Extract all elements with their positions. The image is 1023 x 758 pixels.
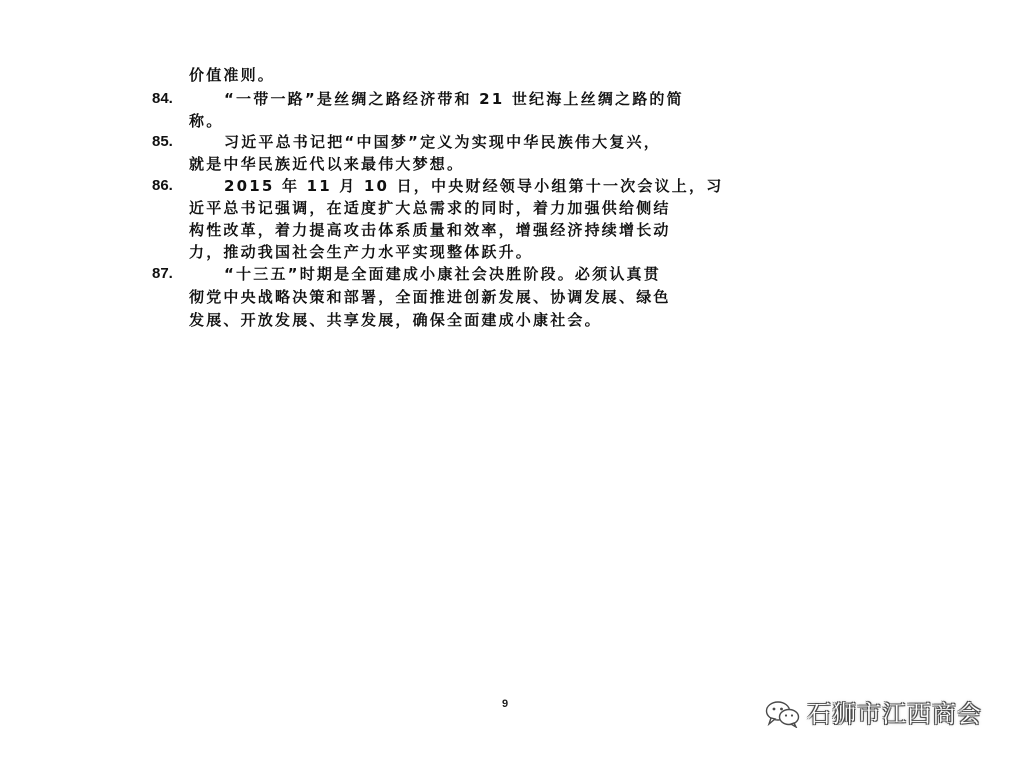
item-number: 87.	[152, 265, 173, 282]
line-text: 彻党中央战略决策和部署，全面推进创新发展、协调发展、绿色	[189, 288, 671, 306]
line-text: “一带一路”是丝绸之路经济带和 21 世纪海上丝绸之路的简	[224, 90, 684, 108]
line-text: 构性改革，着力提高攻击体系质量和效率，增强经济持续增长动	[189, 221, 671, 239]
line-text: 近平总书记强调，在适度扩大总需求的同时，着力加强供给侧结	[189, 199, 671, 217]
page-number: 9	[502, 698, 509, 710]
item-number: 84.	[152, 90, 173, 107]
wechat-icon	[765, 700, 801, 728]
item-number: 85.	[152, 133, 173, 150]
line-text: 力，推动我国社会生产力水平实现整体跃升。	[189, 243, 534, 261]
line-text: 习近平总书记把“中国梦”定义为实现中华民族伟大复兴，	[224, 133, 661, 151]
line-text: “十三五”时期是全面建成小康社会决胜阶段。必须认真贯	[224, 265, 661, 283]
watermark	[765, 699, 982, 729]
line-text: 2015 年 11 月 10 日，中央财经领导小组第十一次会议上，习	[224, 177, 724, 195]
watermark-text: 石狮市江西商会	[807, 700, 982, 728]
line-text: 发展、开放发展、共享发展，确保全面建成小康社会。	[189, 311, 602, 329]
line-text: 价值准则。	[189, 66, 276, 84]
line-text: 就是中华民族近代以来最伟大梦想。	[189, 155, 465, 173]
item-number: 86.	[152, 177, 173, 194]
line-text: 称。	[189, 112, 224, 130]
